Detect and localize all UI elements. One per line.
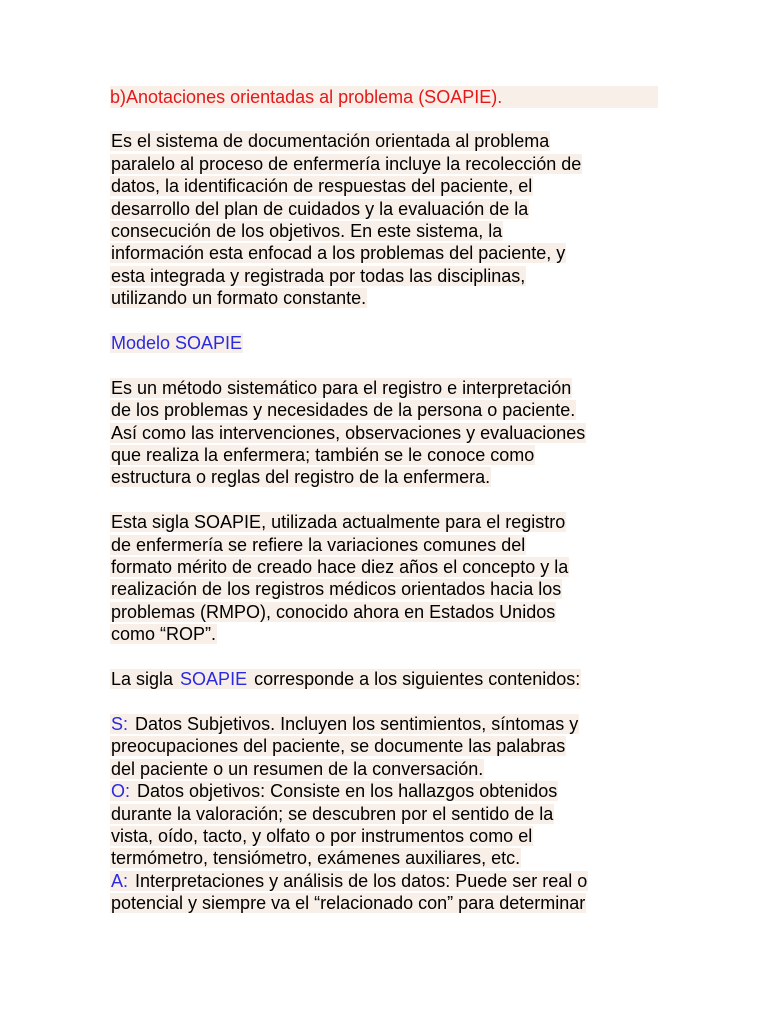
text-line: vista, oído, tacto, y olfato o por instrumentos como el <box>111 825 533 846</box>
item-label-s: S: <box>111 713 129 734</box>
text-line: estructura o reglas del registro de la enfermera. <box>111 467 491 488</box>
paragraph-method <box>110 377 658 489</box>
text-line: preocupaciones del paciente, se documente las palabras <box>111 736 566 757</box>
spacer <box>110 310 658 332</box>
item-label-a: A: <box>111 870 129 891</box>
text-line: de los problemas y necesidades de la persona o paciente. <box>111 400 576 421</box>
subheading-line <box>110 332 658 354</box>
text-line: formato mérito de creado hace diez años el concepto y la <box>111 557 569 578</box>
item-analysis <box>110 870 658 915</box>
model-subheading: Modelo SOAPIE <box>111 333 243 354</box>
text-line: consecución de los objetivos. En este sistema, la <box>111 221 503 242</box>
spacer <box>110 354 658 376</box>
text-line: Esta sigla SOAPIE, utilizada actualmente para el registro <box>111 512 566 533</box>
text-line: que realiza la enfermera; también se le conoce como <box>111 445 535 466</box>
item-label-o: O: <box>111 781 131 802</box>
text-line: realización de los registros médicos orientados hacia los <box>111 579 562 600</box>
text-line: durante la valoración; se descubren por el sentido de la <box>111 803 554 824</box>
text-line: desarrollo del plan de cuidados y la evaluación de la <box>111 198 529 219</box>
paragraph-contents-intro: La sigla SOAPIE corresponde a los siguientes contenidos: <box>111 669 581 690</box>
text-line: Es un método sistemático para el registro e interpretación <box>111 377 572 398</box>
text-line: de enfermería se refiere la variaciones comunes del <box>111 534 526 555</box>
item-subjective <box>110 713 658 780</box>
text-line: paralelo al proceso de enfermería incluye la recolección de <box>111 153 582 174</box>
text-line: termómetro, tensiómetro, exámenes auxiliares, etc. <box>111 848 521 869</box>
text-line: utilizando un formato constante. <box>111 288 367 309</box>
paragraph-description <box>110 130 658 309</box>
text-line: datos, la identificación de respuestas del paciente, el <box>111 176 533 197</box>
text-line: Es el sistema de documentación orientada al problema <box>111 131 550 152</box>
text-line: S: Datos Subjetivos. Incluyen los sentimientos, síntomas y <box>111 713 579 734</box>
text-line: problemas (RMPO), conocido ahora en Estados Unidos <box>111 601 556 622</box>
text-line: del paciente o un resumen de la conversación. <box>111 758 484 779</box>
spacer <box>110 690 658 712</box>
document-body <box>110 86 658 915</box>
text-line: esta integrada y registrada por todas las disciplinas, <box>111 265 526 286</box>
text-line: como “ROP”. <box>111 624 217 645</box>
section-heading: b)Anotaciones orientadas al problema (SOAPIE). <box>110 86 658 108</box>
text-line: potencial y siempre va el “relacionado con” para determinar <box>111 893 586 914</box>
spacer <box>110 489 658 511</box>
spacer <box>110 108 658 130</box>
item-objective <box>110 780 658 870</box>
text-line: información esta enfocad a los problemas del paciente, y <box>111 243 566 264</box>
spacer <box>110 646 658 668</box>
text-line: O: Datos objetivos: Consiste en los hallazgos obtenidos <box>111 781 558 802</box>
paragraph-acronym <box>110 511 658 645</box>
text-line: A: Interpretaciones y análisis de los datos: Puede ser real o <box>111 870 588 891</box>
soapie-highlight: SOAPIE <box>180 669 248 690</box>
text-line: Así como las intervenciones, observaciones y evaluaciones <box>111 422 586 443</box>
